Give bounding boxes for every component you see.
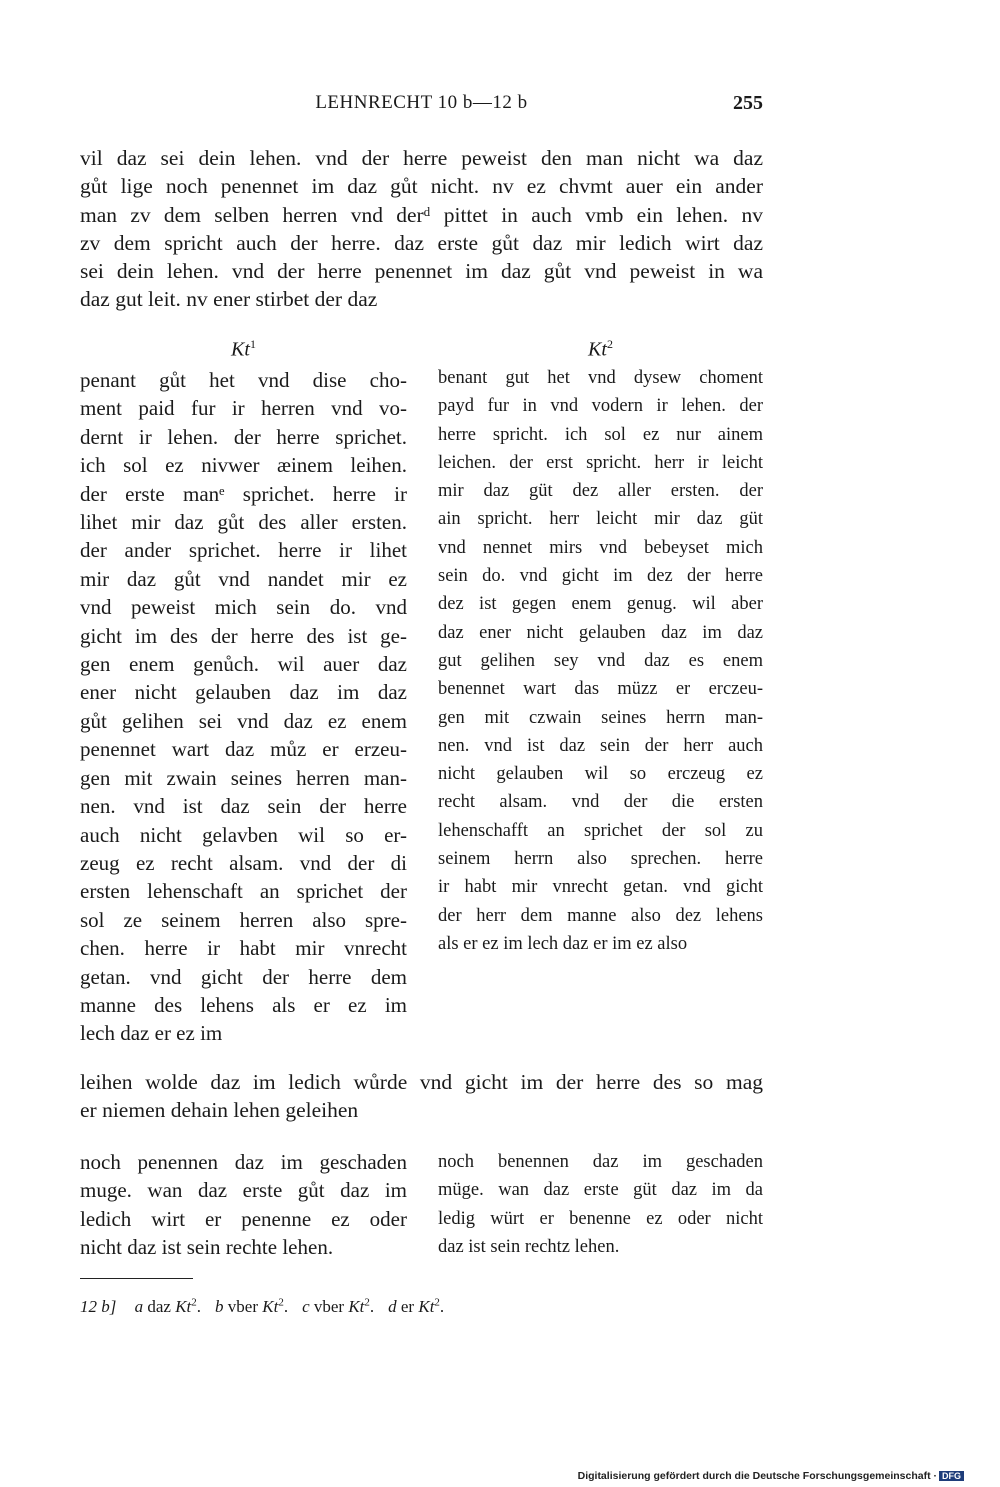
kt2-line: payd fur in vnd vodern ir lehen. der (438, 396, 763, 417)
footnote-sup: 2 (364, 1296, 370, 1308)
kt1-end-line: noch penennen daz im geschaden (80, 1150, 407, 1174)
footnote-letter: d (388, 1296, 397, 1316)
footnote-letter: c (302, 1296, 310, 1316)
footnote-siglum: Kt (262, 1296, 279, 1316)
kt1-line: lech daz er ez im (80, 1021, 223, 1046)
intro-paragraph (80, 144, 763, 314)
middle-line: er niemen dehain lehen geleihen (80, 1098, 359, 1123)
kt1-line: gicht im des der herre des ist ge- (80, 623, 407, 648)
kt1-line: ersten lehenschaft an sprichet der (80, 879, 407, 904)
kt2-line: ir habt mir vnrecht getan. vnd gicht (438, 877, 763, 898)
footnote-text: vber (227, 1296, 258, 1316)
column-kt1 (80, 366, 407, 1048)
dfg-logo: DFG (939, 1471, 964, 1481)
kt1-line: ich sol ez nivwer æinem leihen. (80, 453, 407, 478)
kt1-line: sol ze seinem herren also spre- (80, 907, 407, 932)
kt2-line: leichen. der erst spricht. herr ir leicht (438, 452, 763, 473)
kt2-line: benennet wart das müzz er erczeu- (438, 679, 763, 700)
kt2-line: als er ez im lech daz er im ez also (438, 933, 688, 954)
siglum-kt1-sup: 1 (249, 337, 256, 351)
kt2-line: mir daz güt dez aller ersten. der (438, 481, 763, 502)
kt1-line: lihet mir daz gůt des aller ersten. (80, 510, 407, 535)
kt2-end-line: noch benennen daz im geschaden (438, 1152, 763, 1172)
kt1-line: manne des lehens als er ez im (80, 992, 407, 1017)
kt2-line: benant gut het vnd dysew choment (438, 368, 763, 388)
kt2-line: sein do. vnd gicht im dez der herre (438, 566, 763, 587)
kt2-line: daz ener nicht gelauben daz im daz (438, 622, 763, 643)
footnote-text: vber (313, 1296, 345, 1316)
footnote-text: er (400, 1296, 415, 1316)
kt1-line: ener nicht gelauben daz im daz (80, 680, 407, 705)
kt2-line: ain spricht. herr leicht mir daz güt (438, 509, 763, 530)
kt1-end-line: ledich wirt er penenne ez oder (80, 1206, 407, 1231)
middle-line: leihen wolde daz im ledich wůrde vnd gicht im der herre des so mag (80, 1070, 763, 1094)
footnotes (80, 1296, 458, 1317)
kt2-end-line: daz ist sein rechtz lehen. (438, 1236, 620, 1257)
kt2-line: nicht gelauben wil so erczeug ez (438, 764, 763, 785)
kt1-line: ment paid fur ir herren vnd vo- (80, 396, 407, 421)
kt2-line: seinem herrn also sprechen. herre (438, 849, 763, 870)
running-title: LEHNRECHT 10 b—12 b (315, 92, 528, 113)
kt2-line: recht alsam. vnd der die ersten (438, 792, 763, 813)
kt1-line: gen mit zwain seines herren man- (80, 765, 407, 790)
column-kt1-end (80, 1148, 407, 1262)
funder-note (578, 1470, 964, 1482)
siglum-kt2 (438, 337, 763, 362)
intro-line: man zv dem selben herren vnd derᵈ pittet in auch vmb ein lehen. nv (80, 202, 763, 227)
footnote-siglum: Kt (348, 1296, 365, 1316)
page-number: 255 (733, 92, 763, 114)
kt2-line: gen mit czwain seines herrn man- (438, 707, 763, 728)
kt1-line: getan. vnd gicht der herre dem (80, 964, 407, 989)
footnote-sup: 2 (191, 1296, 197, 1308)
kt2-line: nen. vnd ist daz sein der herr auch (438, 735, 763, 756)
kt2-line: herre spricht. ich sol ez nur ainem (438, 424, 763, 445)
kt1-line: penant gůt het vnd dise cho- (80, 368, 407, 392)
footnote-item: c vber Kt$^2$. (302, 1296, 375, 1316)
kt2-line: dez ist gegen enem genug. wil aber (438, 594, 763, 615)
kt1-line: auch nicht gelavben wil so er- (80, 822, 407, 847)
kt2-end-line: ledig würt er benenne ez oder nicht (438, 1208, 763, 1229)
footnote-siglum: Kt (418, 1296, 435, 1316)
footnote-item: b vber Kt$^2$. (215, 1296, 289, 1316)
funder-text: Digitalisierung gefördert durch die Deutsche Forschungsgemeinschaft · (577, 1470, 937, 1482)
intro-line: daz gut leit. nv ener stirbet der daz (80, 287, 378, 312)
kt2-line: gut gelihen sey vnd daz es enem (438, 650, 763, 671)
footnote-sup: 2 (434, 1296, 440, 1308)
kt2-line: vnd nennet mirs vnd bebeyset mich (438, 537, 763, 558)
column-kt2 (438, 364, 763, 958)
kt1-end-line: muge. wan daz erste gůt daz im (80, 1178, 407, 1203)
siglum-kt2-text: Kt (588, 338, 607, 361)
siglum-kt1-text: Kt (231, 338, 250, 361)
intro-line: vil daz sei dein lehen. vnd der herre peweist den man nicht wa daz (80, 146, 763, 170)
footnote-ref: 12 b] (80, 1296, 117, 1316)
kt1-line: der ander sprichet. herre ir lihet (80, 538, 407, 563)
siglum-kt1 (80, 337, 407, 362)
kt1-line: mir daz gůt vnd nandet mir ez (80, 566, 407, 591)
intro-line: zv dem spricht auch der herre. daz erste gůt daz mir ledich wirt daz (80, 230, 763, 255)
kt1-line: der erste manᵉ sprichet. herre ir (80, 481, 407, 506)
kt2-line: lehenschafft an sprichet der sol zu (438, 820, 763, 841)
footnote-rule (80, 1278, 193, 1279)
running-head (80, 92, 763, 122)
footnote-text: daz (147, 1296, 171, 1316)
kt1-line: dernt ir lehen. der herre sprichet. (80, 424, 407, 449)
kt1-line: chen. herre ir habt mir vnrecht (80, 936, 407, 961)
siglum-kt2-sup: 2 (606, 337, 613, 351)
intro-line: sei dein lehen. vnd der herre penennet im daz gůt vnd peweist in wa (80, 259, 763, 284)
kt1-line: nen. vnd ist daz sein der herre (80, 794, 407, 819)
footnote-item: a daz Kt$^2$. (134, 1296, 202, 1316)
middle-paragraph (80, 1068, 763, 1125)
kt2-end-line: müge. wan daz erste güt daz im da (438, 1180, 763, 1201)
kt2-line: der herr dem manne also dez lehens (438, 905, 763, 926)
kt1-line: vnd peweist mich sein do. vnd (80, 595, 407, 620)
footnote-item: d er Kt$^2$. (388, 1296, 445, 1316)
footnote-letter: b (215, 1296, 224, 1316)
kt1-end-line: nicht daz ist sein rechte lehen. (80, 1235, 334, 1260)
kt1-line: gůt gelihen sei vnd daz ez enem (80, 708, 407, 733)
footnote-siglum: Kt (175, 1296, 192, 1316)
intro-line: gůt lige noch penennet im daz gůt nicht. nv ez chvmt auer ein ander (80, 174, 763, 199)
footnote-sup: 2 (278, 1296, 284, 1308)
column-kt2-end (438, 1148, 763, 1261)
kt1-line: gen enem genůch. wil auer daz (80, 652, 407, 677)
footnote-letter: a (134, 1296, 144, 1316)
kt1-line: zeug ez recht alsam. vnd der di (80, 850, 407, 875)
kt1-line: penennet wart daz můz er erzeu- (80, 737, 407, 762)
